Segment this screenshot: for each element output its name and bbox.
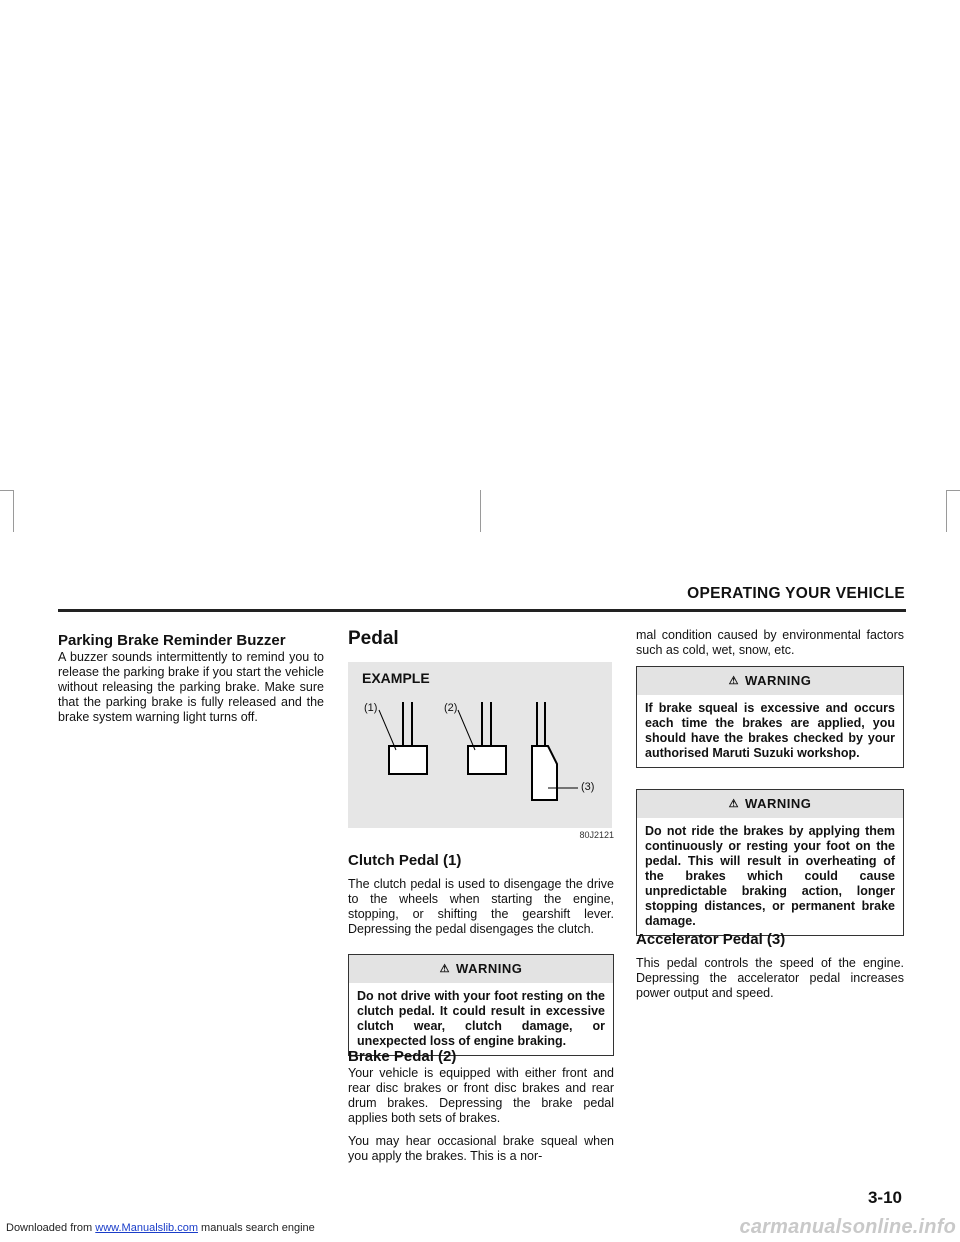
- warning-header: [637, 667, 903, 695]
- warning-box-squeal: [636, 666, 904, 768]
- callout-1: (1): [364, 702, 378, 714]
- crop-mark: [13, 490, 14, 532]
- accelerator-pedal-text: This pedal controls the speed of the engine. Depressing the accelerator pedal increases power output and speed.: [636, 956, 904, 1000]
- warning-label: WARNING: [745, 796, 812, 811]
- callout-3: (3): [581, 781, 595, 793]
- warning-box-riding: [636, 789, 904, 936]
- clutch-section: [348, 852, 614, 937]
- header-rule: [58, 609, 906, 612]
- brake-pedal-shape: [458, 702, 506, 774]
- brake-section: [348, 1048, 614, 1164]
- accelerator-section: [636, 931, 904, 1001]
- page-number: 3-10: [867, 1188, 902, 1207]
- clutch-pedal-text: The clutch pedal is used to disengage the drive to the wheels when starting the engine, stopping, or shifting the gearshift lever. Depressing the pedal disengages the clutch.: [348, 877, 614, 936]
- crop-mark: [946, 490, 960, 491]
- crop-mark: [0, 490, 13, 491]
- warning-text: Do not ride the brakes by applying them continuously or resting your foot on the pedal. This will result in overheating of the brakes which could cause unpredictable braking action, longer stopping distances, or permanent brake damage.: [645, 824, 895, 928]
- accelerator-pedal-heading: Accelerator Pedal (3): [636, 931, 786, 948]
- brake-pedal-text-1: Your vehicle is equipped with either front and rear disc brakes or front disc brakes and rear drum brakes. Depressing the brake pedal applies both sets of brakes.: [348, 1066, 614, 1125]
- brake-pedal-heading: Brake Pedal (2): [348, 1048, 457, 1065]
- clutch-pedal-heading: Clutch Pedal (1): [348, 852, 462, 869]
- figure-code: 80J2121: [579, 830, 614, 840]
- crop-mark: [480, 490, 481, 532]
- manualslib-link[interactable]: www.Manualslib.com: [95, 1222, 198, 1234]
- download-footer: [6, 1222, 315, 1234]
- warning-triangle-icon: ⚠: [728, 798, 740, 810]
- watermark: carmanualsonline.info: [739, 1216, 956, 1238]
- column-parking-brake: [58, 628, 324, 725]
- column-brake-cont: [636, 628, 904, 1000]
- pedal-figure: [348, 662, 612, 828]
- warning-header: [637, 790, 903, 818]
- warning-label: WARNING: [456, 961, 523, 976]
- warning-header: [349, 955, 613, 983]
- warning-label: WARNING: [745, 673, 812, 688]
- download-prefix: Downloaded from: [6, 1222, 93, 1234]
- clutch-pedal-shape: [379, 702, 427, 774]
- warning-box-clutch: [348, 954, 614, 1056]
- pedal-heading: Pedal: [348, 628, 399, 649]
- column-pedal: [348, 628, 614, 1163]
- callout-2: (2): [444, 702, 458, 714]
- warning-text: If brake squeal is excessive and occurs each time the brakes are applied, you should have the brakes checked by your authorised Maruti Suzuki workshop.: [645, 701, 895, 760]
- section-title: OPERATING YOUR VEHICLE: [687, 585, 905, 602]
- warning-text: Do not drive with your foot resting on the clutch pedal. It could result in excessive clutch wear, clutch damage, or unexpected loss of engine braking.: [357, 989, 605, 1048]
- crop-mark: [946, 490, 947, 532]
- parking-brake-buzzer-text: A buzzer sounds intermittently to remind you to release the parking brake if you start the vehicle without releasing the parking brake. Make sure that the parking brake is fully released and the brake system warning light turns off.: [58, 650, 324, 724]
- brake-squeal-cont-text: mal condition caused by environmental factors such as cold, wet, snow, etc.: [636, 628, 904, 657]
- pedal-diagram: [348, 662, 612, 828]
- accelerator-pedal-shape: [532, 702, 578, 800]
- brake-pedal-text-2: You may hear occasional brake squeal when you apply the brakes. This is a nor-: [348, 1134, 614, 1163]
- figure-title: EXAMPLE: [362, 670, 430, 686]
- warning-triangle-icon: ⚠: [728, 675, 740, 687]
- download-suffix: manuals search engine: [201, 1222, 315, 1234]
- warning-triangle-icon: ⚠: [439, 963, 451, 975]
- parking-brake-buzzer-heading: Parking Brake Reminder Buzzer: [58, 632, 286, 649]
